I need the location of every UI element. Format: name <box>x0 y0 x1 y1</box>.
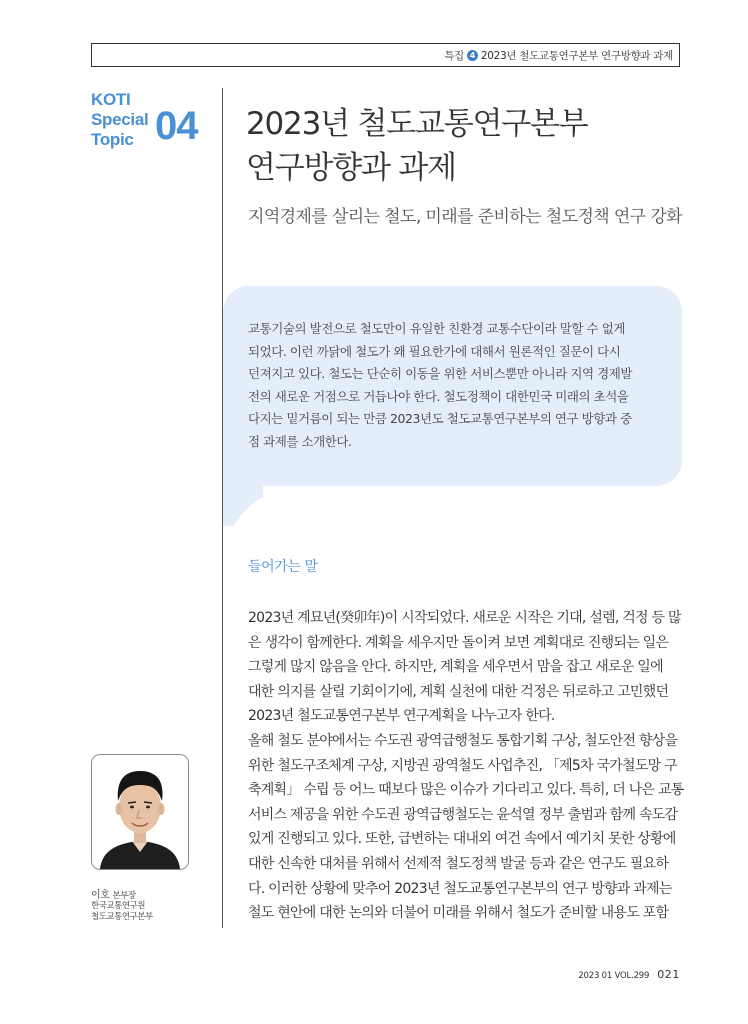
lead-line: 전의 새로운 거점으로 거듭나야 한다. 철도정책이 대한민국 미래의 초석을 <box>248 388 629 404</box>
body-line: 올해 철도 분야에서는 수도권 광역급행철도 통합기획 구상, 철도안전 향상을 <box>248 732 678 749</box>
section-label: 특집 <box>444 50 464 62</box>
running-title: 2023년 철도교통연구본부 연구방향과 과제 <box>480 50 673 62</box>
page-footer <box>578 968 680 981</box>
body-paragraph <box>248 606 688 926</box>
author-rank: 본부장 <box>112 891 136 901</box>
lead-line: 되었다. 이런 까닭에 철도가 왜 필요한가에 대해서 원론적인 질문이 다시 <box>248 343 621 359</box>
article-title-line: 2023년 철도교통연구본부 <box>246 106 588 142</box>
body-line: 그렇게 많지 않음을 안다. 하지만, 계획을 세우면서 맘을 잡고 새로운 일에 <box>248 659 663 676</box>
article-title <box>246 102 587 190</box>
lead-line: 점 과제를 소개한다. <box>248 433 352 449</box>
topic-label <box>91 90 161 150</box>
article-title-line: 연구방향과 과제 <box>246 150 456 186</box>
lead-line: 다지는 밑거름이 되는 만큼 2023년도 철도교통연구본부의 연구 방향과 중 <box>248 411 632 426</box>
lead-paragraph <box>248 318 660 453</box>
author-portrait <box>92 755 188 869</box>
author-org-line: 철도교통연구본부 <box>91 912 153 922</box>
body-line: 대한 신속한 대처를 위해서 선제적 철도정책 발굴 등과 같은 연구도 필요하 <box>248 855 669 872</box>
body-line: 2023년 계묘년(癸卯年)이 시작되었다. 새로운 시작은 기대, 설렘, 걱정 등 많 <box>248 610 681 626</box>
section-heading: 들어가는 말 <box>248 559 318 575</box>
author-photo <box>91 754 189 870</box>
body-line: 철도 현안에 대한 논의와 더불어 미래를 위해서 철도가 준비할 내용도 포함 <box>248 905 669 922</box>
lead-line: 던져지고 있다. 철도는 단순히 이동을 위한 서비스뿐만 아니라 지역 경제발 <box>248 366 632 381</box>
author-organization <box>91 901 153 923</box>
author-org-line: 한국교통연구원 <box>91 901 145 911</box>
running-header-text <box>444 48 673 63</box>
article-subtitle: 지역경제를 살리는 철도, 미래를 준비하는 철도정책 연구 강화 <box>248 207 682 227</box>
issue-info: 2023 01 VOL.299 <box>578 971 650 981</box>
body-line: 축계획」 수립 등 어느 때보다 많은 이슈가 기다리고 있다. 특히, 더 나은 교통 <box>248 782 684 799</box>
page-number: 021 <box>657 968 680 981</box>
lead-line: 교통기술의 발전으로 철도만이 유일한 친환경 교통수단이라 말할 수 없게 <box>248 321 625 336</box>
body-line: 대한 의지를 살릴 기회이기에, 계획 실천에 대한 걱정은 뒤로하고 고민했던 <box>248 683 669 700</box>
body-line: 서비스 제공을 위한 수도권 광역급행철도는 윤석열 정부 출범과 함께 속도감 <box>248 806 678 823</box>
body-line: 위한 철도구조체계 구상, 지방권 광역철도 사업추진, 「제5차 국가철도망 구 <box>248 757 677 774</box>
body-line: 2023년 철도교통연구본부 연구계획을 나누고자 한다. <box>248 708 555 725</box>
topic-label-line: KOTI <box>91 90 131 109</box>
topic-number: 04 <box>155 104 198 148</box>
author-name-line <box>91 886 136 901</box>
topic-label-line: Special <box>91 110 149 129</box>
author-name: 이호 <box>91 890 110 901</box>
section-number-badge: 4 <box>467 50 478 61</box>
body-line: 다. 이러한 상황에 맞추어 2023년 철도교통연구본부의 연구 방향과 과제는 <box>248 880 672 897</box>
body-line: 있게 진행되고 있다. 또한, 급변하는 대내외 여건 속에서 예기치 못한 상황에 <box>248 831 676 848</box>
topic-label-line: Topic <box>91 130 134 149</box>
running-header <box>91 43 680 67</box>
body-line: 은 생각이 함께한다. 계획을 세우지만 돌이켜 보면 계획대로 진행되는 일은 <box>248 634 669 651</box>
